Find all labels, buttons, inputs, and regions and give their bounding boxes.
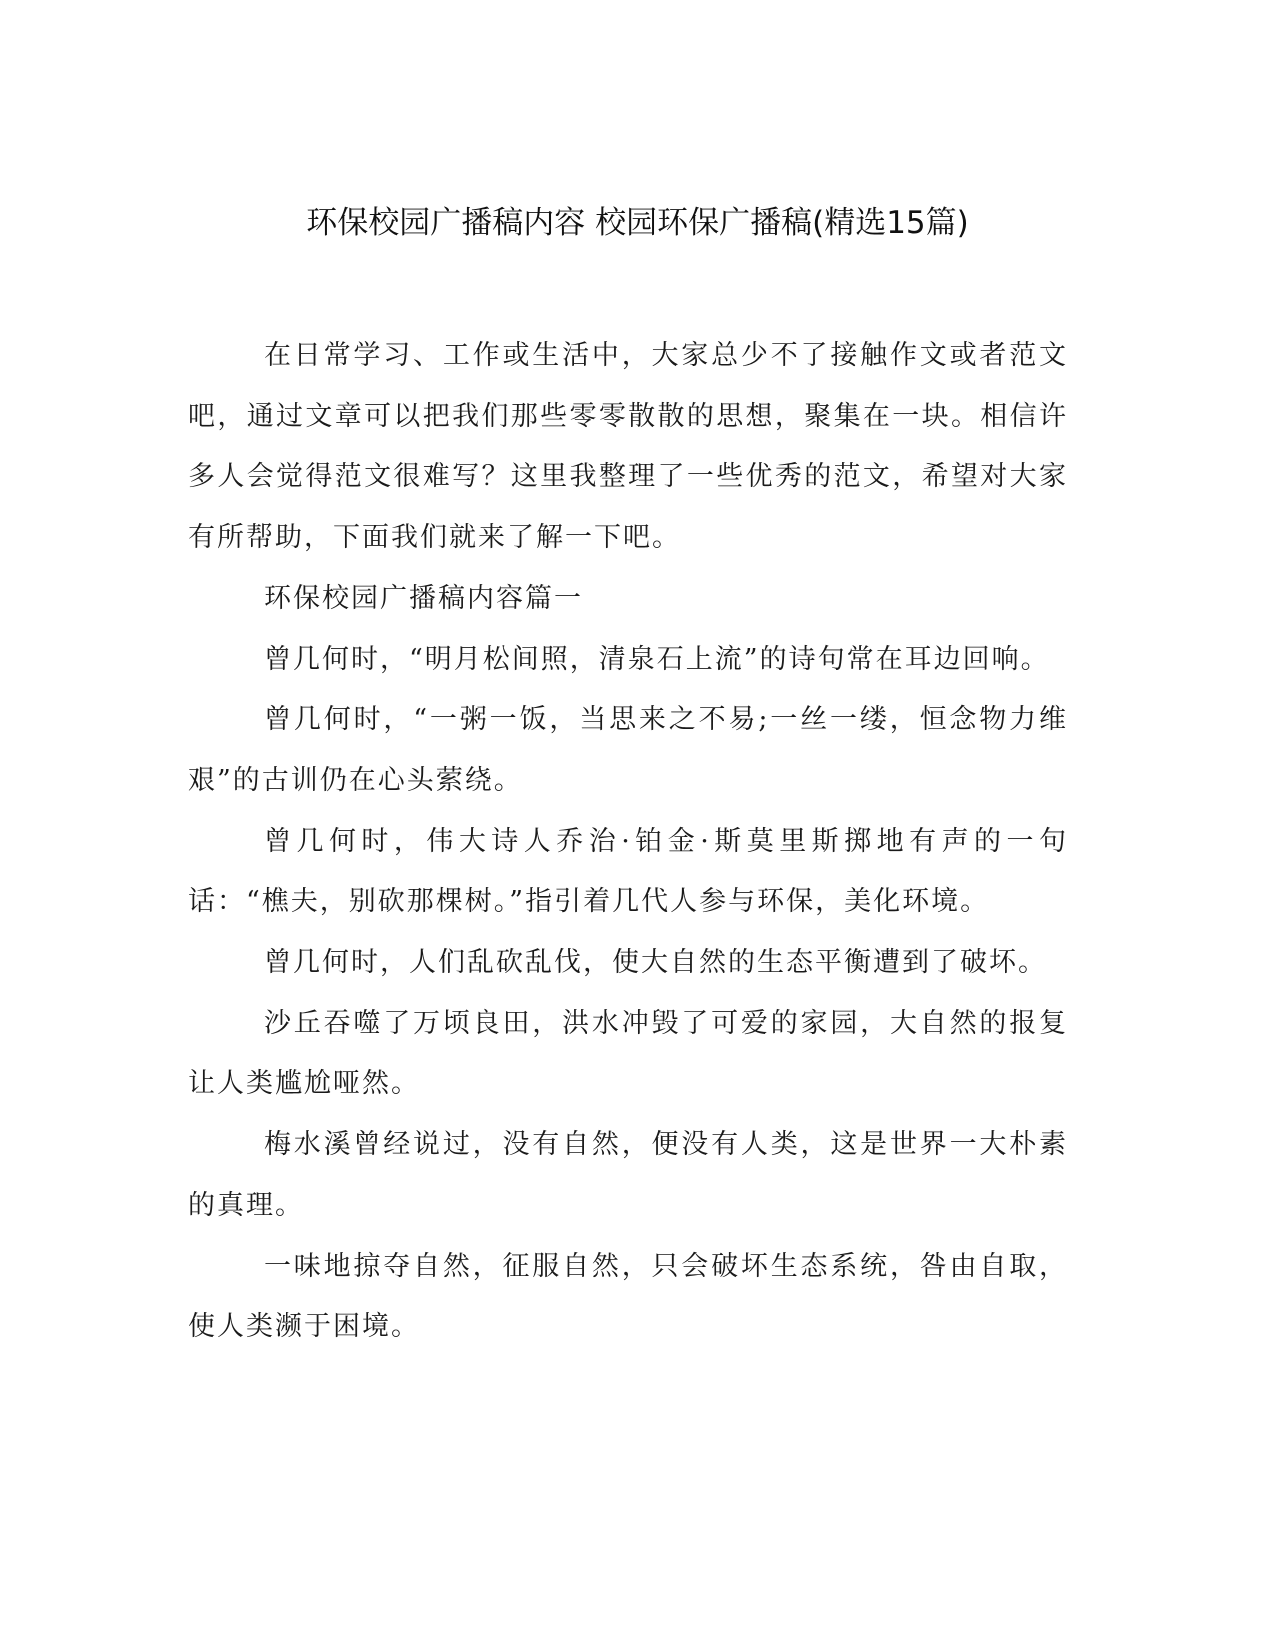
paragraph: 一味地掠夺自然，征服自然，只会破坏生态系统，咎由自取，使人类濒于困境。 [188, 1250, 1068, 1343]
paragraph: 曾几何时，人们乱砍乱伐，使大自然的生态平衡遭到了破坏。 [264, 947, 1047, 979]
paragraph: 沙丘吞噬了万顷良田，洪水冲毁了可爱的家园，大自然的报复让人类尴尬哑然。 [188, 1007, 1068, 1100]
paragraph: 曾几何时，“明月松间照，清泉石上流”的诗句常在耳边回响。 [264, 643, 1050, 675]
section-heading: 环保校园广播稿内容篇一 [264, 582, 583, 614]
paragraph: 曾几何时，伟大诗人乔治·铂金·斯莫里斯掷地有声的一句话：“樵夫，别砍那棵树。”指引着几代人参与环保，美化环境。 [188, 825, 1068, 918]
paragraph: 梅水溪曾经说过，没有自然，便没有人类，这是世界一大朴素的真理。 [188, 1129, 1068, 1221]
paragraph: 曾几何时，“一粥一饭，当思来之不易;一丝一缕，恒念物力维艰”的古训仍在心头萦绕。 [188, 704, 1068, 796]
paragraph-intro: 在日常学习、工作或生活中，大家总少不了接触作文或者范文吧，通过文章可以把我们那些零零散散的思想，聚集在一块。相信许多人会觉得范文很难写？这里我整理了一些优秀的范文，希望对大家有所帮助，下面我们就来了解一下吧。 [188, 340, 1068, 554]
document-body [188, 326, 1068, 1358]
document-title: 环保校园广播稿内容 校园环保广播稿(精选15篇) [306, 205, 969, 241]
